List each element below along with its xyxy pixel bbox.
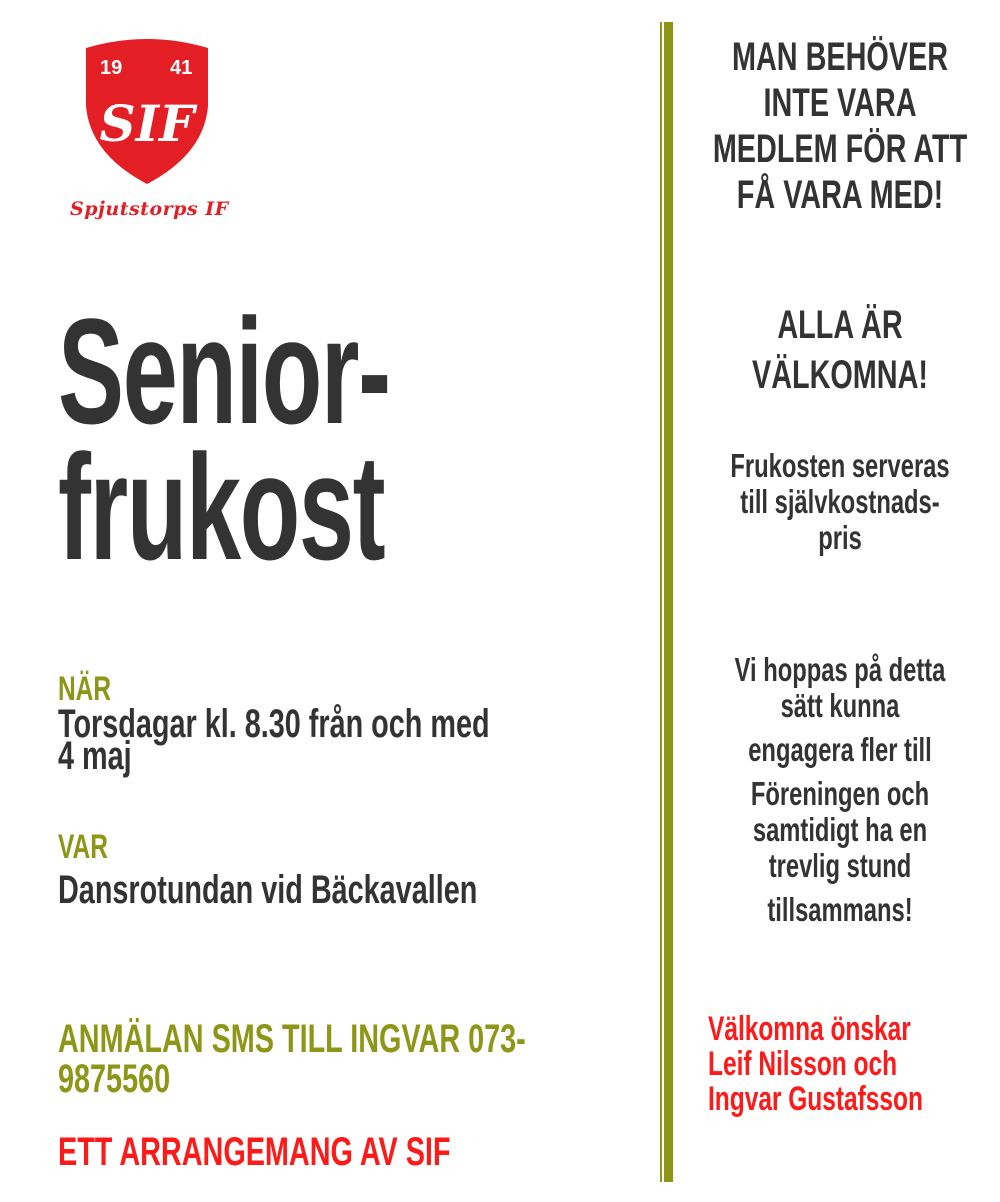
when-value-line-1: Torsdagar kl. 8.30 från och med (58, 702, 490, 746)
membership-note (713, 34, 967, 218)
welcome-line: ALLA ÄR (777, 303, 903, 347)
column-divider (664, 22, 673, 1182)
hope-line: Föreningen och (750, 775, 930, 812)
club-shield-logo (80, 36, 214, 186)
signoff-line: Ingvar Gustafsson (708, 1080, 923, 1118)
column-divider-thin (660, 22, 662, 1182)
arranger-note: ETT ARRANGEMANG AV SIF (58, 1130, 451, 1174)
title-line-1: Senior- (58, 287, 390, 455)
price-note (730, 448, 949, 556)
welcome-line: VÄLKOMNA! (752, 353, 928, 397)
where-value: Dansrotundan vid Bäckavallen (58, 868, 478, 912)
signoff-line: Välkomna önskar (708, 1010, 911, 1048)
signoff-note (708, 1012, 923, 1117)
where-label: VAR (58, 828, 108, 866)
price-line: Frukosten serveras (730, 447, 950, 484)
hope-line: trevlig stund (768, 847, 912, 884)
logo-monogram: SIF (99, 94, 195, 153)
when-value-line-2: 4 maj (58, 734, 132, 778)
hope-note (735, 652, 946, 928)
price-line: pris (818, 519, 862, 556)
logo-year-right: 41 (170, 57, 193, 79)
membership-line: MAN BEHÖVER (731, 35, 949, 79)
membership-line: MEDLEM FÖR ATT (712, 127, 968, 171)
membership-line: FÅ VARA MED! (736, 173, 944, 217)
hope-line: sätt kunna (780, 687, 900, 724)
logo-year-left: 19 (100, 57, 123, 79)
price-line: till självkostnads- (740, 483, 940, 520)
hope-line: samtidigt ha en (752, 811, 928, 848)
registration-line-2: 9875560 (58, 1057, 171, 1101)
signoff-line: Leif Nilsson och (708, 1045, 898, 1083)
hope-line: Vi hoppas på detta (734, 651, 946, 688)
registration-line-1: ANMÄLAN SMS TILL INGVAR 073- (58, 1017, 526, 1061)
welcome-all-note (752, 300, 928, 400)
hope-line: engagera fler till (748, 731, 932, 768)
title-line-2: frukost (58, 423, 385, 591)
hope-line: tillsammans! (767, 891, 913, 928)
membership-line: INTE VARA (763, 81, 917, 125)
when-label: NÄR (58, 670, 112, 708)
club-name-caption: Spjutstorps IF (70, 198, 229, 220)
